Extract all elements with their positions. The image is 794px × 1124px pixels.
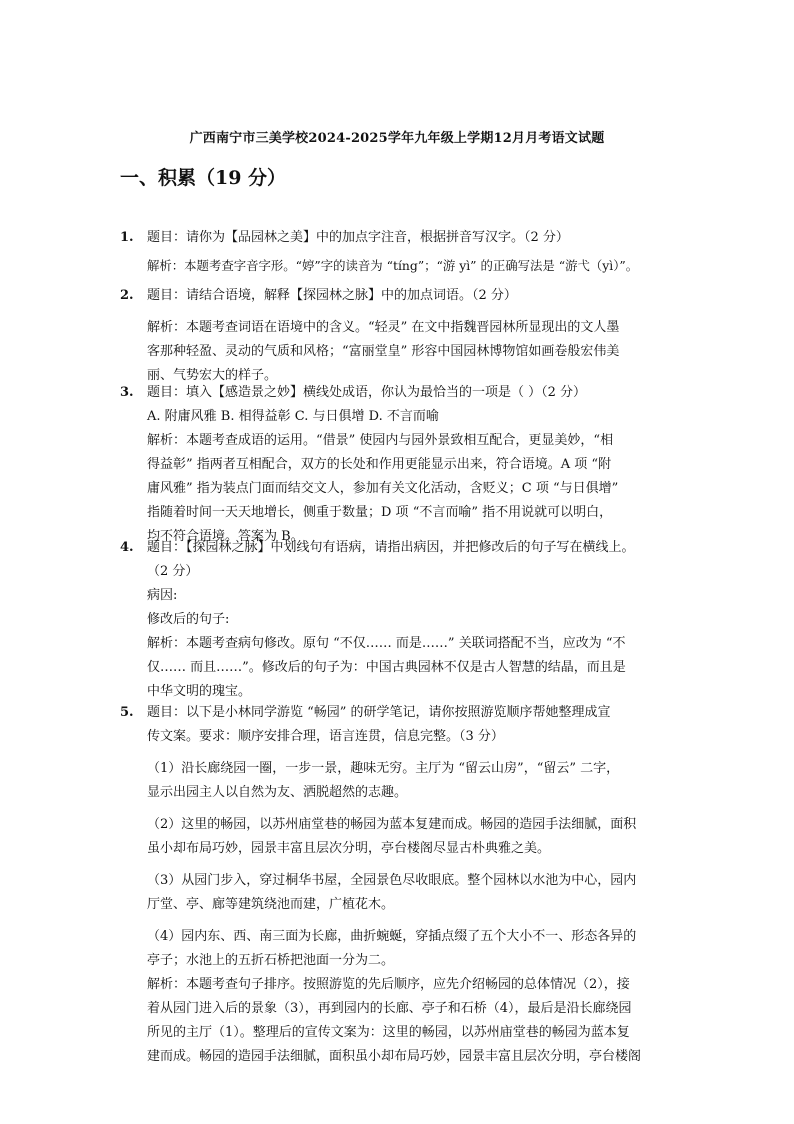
question-3: [120, 381, 680, 549]
question-prompt: 题目：填入【感造景之妙】横线处成语，你认为最恰当的一项是（ ）（2 分）: [147, 385, 587, 400]
answer-options: A. 附庸风雅 B. 相得益彰 C. 与日俱增 D. 不言而喻: [147, 409, 439, 424]
analysis-line: 丽、气势宏大的样子。: [147, 368, 278, 383]
cause-label: 病因:: [147, 588, 178, 603]
analysis-line: 解析：本题考查词语在语境中的含义。“轻灵” 在文中指魏晋园林所显现出的文人墨: [147, 320, 620, 335]
analysis-line: 中华文明的瑰宝。: [147, 684, 252, 699]
question-number: 5.: [120, 705, 134, 720]
note-item-2: 虽小却布局巧妙，园景丰富且层次分明，亭台楼阁尽显古朴典雅之美。: [147, 841, 551, 856]
note-item-3: （3）从园门步入，穿过桐华书屋，全园景色尽收眼底。整个园林以水池为中心，园内: [147, 873, 637, 888]
note-item-2: （2）这里的畅园，以苏州庙堂巷的畅园为蓝本复建而成。畅园的造园手法细腻，面积: [147, 817, 637, 832]
analysis-line: 得益彰” 指两者互相配合，双方的长处和作用更能显示出来，符合语境。A 项 “附: [147, 457, 612, 472]
note-item-4: （4）园内东、西、南三面为长廊，曲折蜿蜒，穿插点缀了五个大小不一、形态各异的: [147, 929, 637, 944]
analysis-line: 所见的主厅（1）。整理后的宣传文案为：这里的畅园，以苏州庙堂巷的畅园为蓝本复: [147, 1025, 630, 1040]
question-points: （2 分）: [147, 564, 199, 579]
analysis-line: 建而成。畅园的造园手法细腻，面积虽小却布局巧妙，园景丰富且层次分明，亭台楼阁: [147, 1049, 642, 1064]
question-number: 1.: [120, 230, 134, 245]
note-item-3: 厅堂、亭、廊等建筑绕池而建，广植花木。: [147, 897, 395, 912]
analysis-line: 庸风雅” 指为装点门面而结交文人，参加有关文化活动，含贬义；C 项 “与日俱增”: [147, 481, 619, 496]
analysis-line: 均不符合语境。答案为 B。: [147, 529, 304, 544]
question-prompt: 题目：【探园林之脉】中划线句有语病，请指出病因，并把修改后的句子写在横线上。: [147, 540, 635, 555]
question-5: [120, 701, 680, 1069]
analysis-line: 解析：本题考查病句修改。原句 “不仅…… 而是……” 关联词搭配不当，应改为 “不: [147, 636, 626, 651]
document-title: 广西南宁市三美学校2024-2025学年九年级上学期12月月考语文试题: [189, 131, 605, 146]
question-analysis: 解析：本题考查字音字形。“婷”字的读音为 “tíng”；“游 yì” 的正确写法是 “游弋（yì）”。: [147, 258, 639, 273]
analysis-line: 着从园门进入后的景象（3），再到园内的长廊、亭子和石桥（4），最后是沿长廊绕园: [147, 1001, 632, 1016]
question-number: 2.: [120, 288, 134, 303]
analysis-line: 客那种轻盈、灵动的气质和风格；“富丽堂皇” 形容中国园林博物馆如画卷般宏伟美: [147, 344, 620, 359]
note-item-4: 亭子；水池上的五折石桥把池面一分为二。: [147, 953, 395, 968]
note-item-1: 显示出园主人以自然为友、洒脱超然的志趣。: [147, 785, 408, 800]
question-prompt: 题目：请你为【品园林之美】中的加点字注音，根据拼音写汉字。（2 分）: [147, 230, 569, 245]
question-prompt: 题目：以下是小林同学游览 “畅园” 的研学笔记，请你按照游览顺序帮她整理成宣: [147, 705, 611, 720]
analysis-line: 指随着时间一天天地增长，侧重于数量；D 项 “不言而喻” 指不用说就可以明白，: [147, 505, 613, 520]
revised-sentence-label: 修改后的句子:: [147, 612, 230, 627]
question-2: [120, 284, 680, 388]
question-1: [120, 226, 680, 278]
question-4: [120, 536, 680, 704]
question-prompt: 题目：请结合语境，解释【探园林之脉】中的加点词语。（2 分）: [147, 288, 517, 303]
analysis-line: 解析：本题考查成语的运用。“借景” 使园内与园外景致相互配合，更显美妙，“相: [147, 433, 614, 448]
question-prompt: 传文案。要求：顺序安排合理，语言连贯，信息完整。（3 分）: [147, 729, 504, 744]
analysis-line: 解析：本题考查句子排序。按照游览的先后顺序，应先介绍畅园的总体情况（2），接: [147, 977, 630, 992]
question-number: 4.: [120, 540, 134, 555]
analysis-line: 仅…… 而且……”。修改后的句子为：中国古典园林不仅是古人智慧的结晶，而且是: [147, 660, 626, 675]
section-heading: 一、积累（19 分）: [120, 167, 287, 189]
note-item-1: （1）沿长廊绕园一圈，一步一景，趣味无穷。主厅为 “留云山房”，“留云” 二字，: [147, 761, 620, 776]
question-number: 3.: [120, 385, 134, 400]
